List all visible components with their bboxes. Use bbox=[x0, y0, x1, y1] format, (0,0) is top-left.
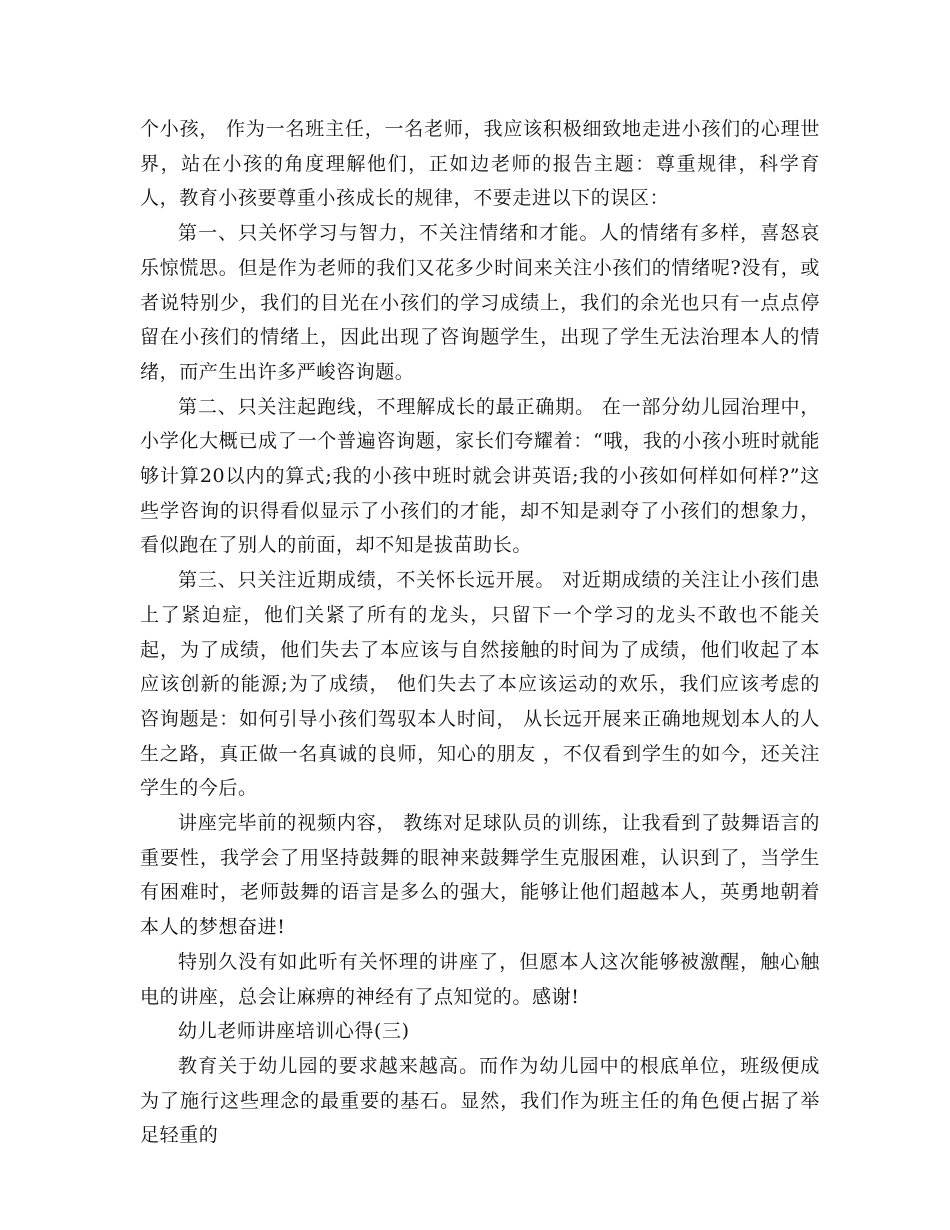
paragraph-5: 讲座完毕前的视频内容， 教练对足球队员的训练，让我看到了鼓舞语言的重要性，我学会了用坚持鼓舞的眼神来鼓舞学生克服困难，认识到了，当学生有困难时，老师鼓舞的语言是多么的强大，能够让他们超越本人，英勇地朝着本人的梦想奋进! bbox=[140, 812, 820, 939]
paragraph-4: 第三、只关注近期成绩，不关怀长远开展。 对近期成绩的关注让小孩们患上了紧迫症，他们关紧了所有的龙头，只留下一个学习的龙头不敢也不能关起，为了成绩，他们失去了本应该与自然接触的时间为了成绩，他们收起了本应该创新的能源;为了成绩， 他们失去了本应该运动的欢乐，我们应该考虑的咨询题是：如何引导小孩们驾驭本人时间， 从长远开展来正确地规划本人的人生之路，真正做一名真诚的良师，知心的朋友 ，不仅看到学生的如今，还关注学生的今后。 bbox=[140, 569, 820, 800]
section-heading: 幼儿老师讲座培训心得(三) bbox=[178, 1020, 410, 1043]
paragraph-2: 第一、只关怀学习与智力，不关注情绪和才能。人的情绪有多样，喜怒哀乐惊慌思。但是作为老师的我们又花多少时间来关注小孩们的情绪呢?没有，或者说特别少，我们的目光在小孩们的学习成绩上，我们的余光也只有一点点停留在小孩们的情绪上，因此出现了咨询题学生，出现了学生无法治理本人的情绪，而产生出许多严峻咨询题。 bbox=[140, 222, 820, 383]
paragraph-1: 个小孩， 作为一名班主任，一名老师，我应该积极细致地走进小孩们的心理世界，站在小孩的角度理解他们，正如边老师的报告主题：尊重规律，科学育人，教育小孩要尊重小孩成长的规律，不要走进以下的误区： bbox=[140, 118, 820, 210]
document-page bbox=[140, 112, 820, 1153]
paragraph-7: 教育关于幼儿园的要求越来越高。而作为幼儿园中的根底单位，班级便成为了施行这些理念的最重要的基石。显然，我们作为班主任的角色便占据了举足轻重的 bbox=[140, 1054, 820, 1147]
paragraph-3: 第二、只关注起跑线，不理解成长的最正确期。 在一部分幼儿园治理中，小学化大概已成了一个普遍咨询题，家长们夸耀着：“哦，我的小孩小班时就能够计算20以内的算式;我的小孩中班时就会讲英语;我的小孩如何样如何样?”这些学咨询的识得看似显示了小孩们的才能，却不知是剥夺了小孩们的想象力，看似跑在了别人的前面，却不知是拔苗助长。 bbox=[140, 395, 820, 557]
paragraph-6: 特别久没有如此听有关怀理的讲座了，但愿本人这次能够被激醒，触心触电的讲座，总会让麻痹的神经有了点知觉的。感谢! bbox=[140, 950, 820, 1008]
